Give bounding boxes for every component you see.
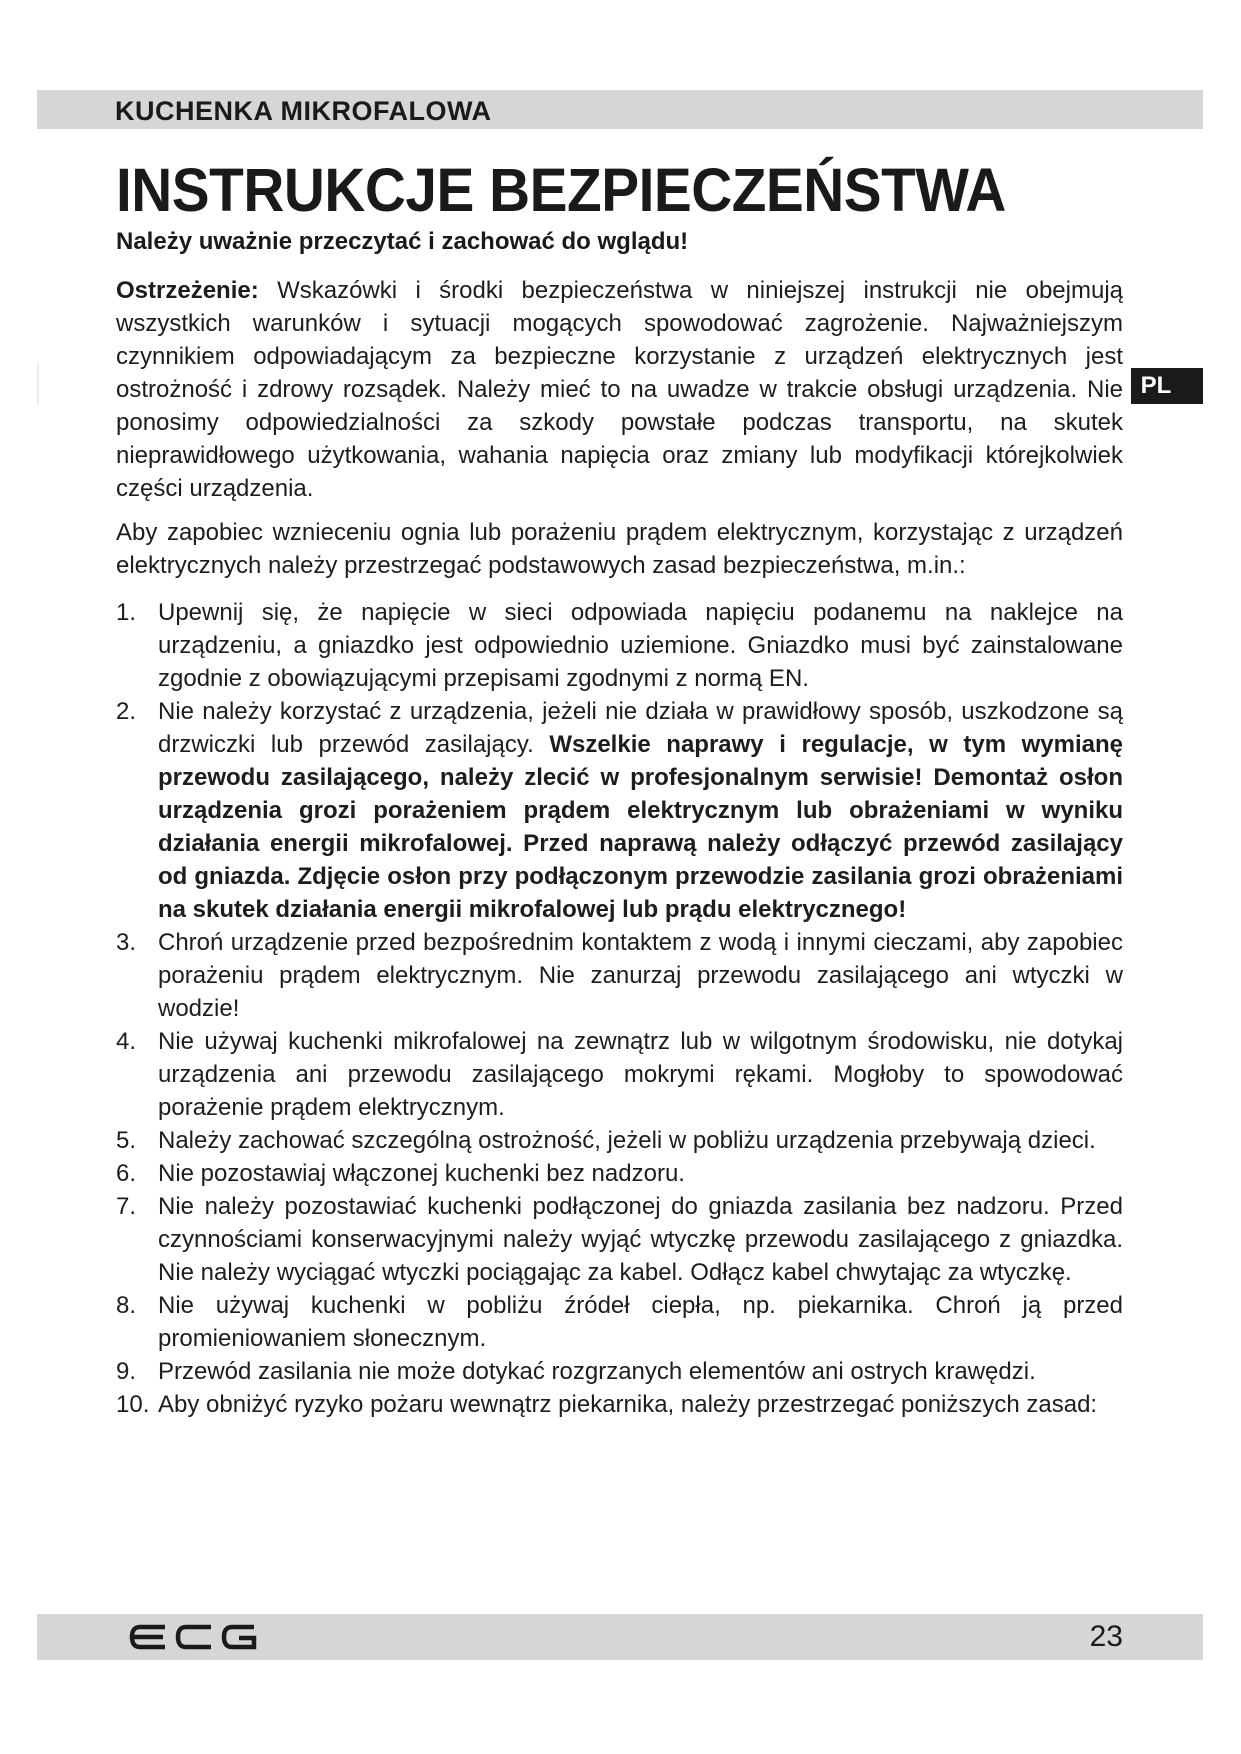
list-item	[116, 1190, 1123, 1289]
intro-paragraph: Aby zapobiec wznieceniu ognia lub porażeniu prądem elektrycznym, korzystając z urządzeń elektrycznych należy przestrzegać podstawowych zasad bezpieczeństwa, m.in.:	[116, 519, 1123, 579]
list-text: Upewnij się, że napięcie w sieci odpowiada napięciu podanemu na naklejce na urządzeniu, a gniazdko jest odpowiednio uziemione. Gniazdko musi być zainstalowane zgodnie z obowiązującymi przepisami zgodnymi z normą EN.	[158, 599, 1123, 692]
list-text: Należy zachować szczególną ostrożność, jeżeli w pobliżu urządzenia przebywają dzieci.	[158, 1127, 1096, 1154]
list-item	[116, 1025, 1123, 1124]
warning-label: Ostrzeżenie:	[116, 277, 259, 304]
list-number: 4.	[116, 1028, 137, 1055]
list-number: 7.	[116, 1193, 137, 1220]
list-item	[116, 1355, 1123, 1388]
list-number: 2.	[116, 698, 137, 725]
list-text: Nie używaj kuchenki mikrofalowej na zewnątrz lub w wilgotnym środowisku, nie dotykaj urządzenia ani przewodu zasilającego mokrymi rękami. Mogłoby to spowodować porażenie prądem elektrycznym.	[158, 1028, 1123, 1121]
page-title: INSTRUKCJE BEZPIECZEŃSTWA	[116, 156, 1006, 224]
list-number: 9.	[116, 1358, 137, 1385]
list-item	[116, 1289, 1123, 1355]
list-number: 10.	[116, 1391, 150, 1418]
list-item	[116, 1157, 1123, 1190]
page-number: 23	[1089, 1620, 1123, 1653]
list-text-bold: Wszelkie naprawy i regulacje, w tym wymianę przewodu zasilającego, należy zlecić w profesjonalnym serwisie! Demontaż osłon urządzenia grozi porażeniem prądem elektrycznym lub obrażeniami w wyniku działania energii mikrofalowej. Przed naprawą należy odłączyć przewód zasilający od gniazda. Zdjęcie osłon przy podłączonym przewodzie zasilania grozi obrażeniami na skutek działania energii mikrofalowej lub prądu elektrycznego!	[158, 731, 1123, 923]
list-text: Przewód zasilania nie może dotykać rozgrzanych elementów ani ostrych krawędzi.	[158, 1358, 1036, 1385]
subtitle: Należy uważnie przeczytać i zachować do wglądu!	[116, 228, 689, 255]
list-number: 1.	[116, 599, 137, 626]
list-item	[116, 1124, 1123, 1157]
list-text: Nie używaj kuchenki w pobliżu źródeł ciepła, np. piekarnika. Chroń ją przed promieniowaniem słonecznym.	[158, 1292, 1123, 1352]
content	[116, 274, 1123, 1421]
list-item	[116, 695, 1123, 926]
list-text: Chroń urządzenie przed bezpośrednim kontaktem z wodą i innymi cieczami, aby zapobiec porażeniu prądem elektrycznym. Nie zanurzaj przewodu zasilającego ani wtyczki w wodzie!	[158, 929, 1123, 1022]
list-item	[116, 1388, 1123, 1421]
list-text: Aby obniżyć ryzyko pożaru wewnątrz piekarnika, należy przestrzegać poniższych zasad:	[158, 1391, 1098, 1418]
header-bar	[37, 90, 1203, 129]
list-text: Nie należy korzystać z urządzenia, jeżeli nie działa w prawidłowy sposób, uszkodzone są drzwiczki lub przewód zasilający.	[158, 698, 1123, 758]
ecg-logo	[129, 1624, 257, 1650]
safety-rules-list	[116, 596, 1123, 1421]
list-number: 6.	[116, 1160, 137, 1187]
warning-paragraph	[116, 274, 1123, 505]
footer-bar	[37, 1614, 1203, 1660]
list-item	[116, 596, 1123, 695]
list-number: 5.	[116, 1127, 137, 1154]
list-number: 8.	[116, 1292, 137, 1319]
list-number: 3.	[116, 929, 137, 956]
list-item	[116, 926, 1123, 1025]
list-text: Nie pozostawiaj włączonej kuchenki bez nadzoru.	[158, 1160, 685, 1187]
list-text: Nie należy pozostawiać kuchenki podłączonej do gniazda zasilania bez nadzoru. Przed czynnościami konserwacyjnymi należy wyjąć wtyczkę przewodu zasilającego z gniazdka. Nie należy wyciągać wtyczki pociągając za kabel. Odłącz kabel chwytając za wtyczkę.	[158, 1193, 1123, 1286]
header-title: KUCHENKA MIKROFALOWA	[115, 96, 492, 126]
language-badge: PL	[1131, 368, 1203, 404]
margin-mark	[37, 362, 39, 404]
warning-text: Wskazówki i środki bezpieczeństwa w niniejszej instrukcji nie obejmują wszystkich warunków i sytuacji mogących spowodować zagrożenie. Najważniejszym czynnikiem odpowiadającym za bezpieczne korzystanie z urządzeń elektrycznych jest ostrożność i zdrowy rozsądek. Należy mieć to na uwadze w trakcie obsługi urządzenia. Nie ponosimy odpowiedzialności za szkody powstałe podczas transportu, na skutek nieprawidłowego użytkowania, wahania napięcia oraz zmiany lub modyfikacji którejkolwiek części urządzenia.	[116, 277, 1123, 502]
